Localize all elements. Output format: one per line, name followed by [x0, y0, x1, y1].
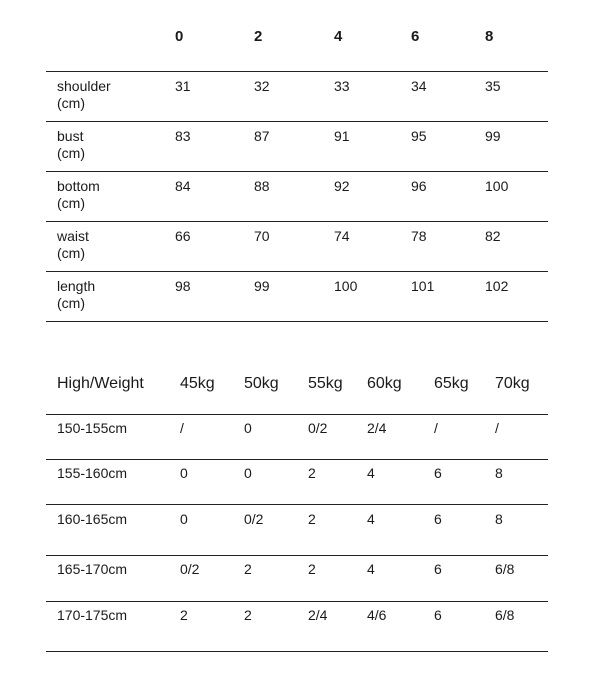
table-cell: 82 — [485, 228, 501, 244]
table-divider — [46, 221, 548, 222]
row-label: length — [57, 278, 96, 294]
fit-header-50kg: 50kg — [244, 375, 279, 392]
table-cell: 99 — [254, 278, 270, 294]
table-cell: 6/8 — [495, 607, 515, 623]
table-cell: 2 — [308, 561, 316, 577]
row-label: 165-170cm — [57, 561, 128, 577]
table-cell: 0 — [244, 420, 252, 436]
table-cell: 32 — [254, 78, 270, 94]
table-cell: 4/6 — [367, 607, 387, 623]
size-header-2: 2 — [254, 28, 263, 45]
table-cell: 70 — [254, 228, 270, 244]
table-cell: 0 — [180, 511, 188, 527]
table-cell: 2 — [244, 607, 252, 623]
table-cell: 96 — [411, 178, 427, 194]
row-unit: (cm) — [57, 145, 85, 161]
table-divider — [46, 459, 548, 460]
table-divider — [46, 414, 548, 415]
table-cell: / — [495, 420, 499, 436]
table-cell: / — [434, 420, 438, 436]
table-cell: 101 — [411, 278, 435, 294]
row-label: bottom — [57, 178, 100, 194]
table-cell: 0 — [180, 465, 188, 481]
table-cell: 34 — [411, 78, 427, 94]
table-divider — [46, 651, 548, 652]
table-cell: 6 — [434, 511, 442, 527]
table-cell: 74 — [334, 228, 350, 244]
table-divider — [46, 271, 548, 272]
size-header-0: 0 — [175, 28, 184, 45]
size-header-6: 6 — [411, 28, 420, 45]
row-unit: (cm) — [57, 195, 85, 211]
fit-header-45kg: 45kg — [180, 375, 215, 392]
fit-corner-header: High/Weight — [57, 375, 144, 392]
table-cell: / — [180, 420, 184, 436]
table-cell: 100 — [334, 278, 358, 294]
table-cell: 87 — [254, 128, 270, 144]
table-cell: 0/2 — [244, 511, 264, 527]
table-divider — [46, 555, 548, 556]
table-cell: 6 — [434, 465, 442, 481]
table-cell: 99 — [485, 128, 501, 144]
table-cell: 0/2 — [308, 420, 328, 436]
table-cell: 2/4 — [308, 607, 328, 623]
table-cell: 8 — [495, 511, 503, 527]
table-cell: 78 — [411, 228, 427, 244]
table-cell: 2/4 — [367, 420, 387, 436]
table-cell: 4 — [367, 511, 375, 527]
size-header-4: 4 — [334, 28, 343, 45]
row-unit: (cm) — [57, 95, 85, 111]
fit-header-60kg: 60kg — [367, 375, 402, 392]
table-divider — [46, 504, 548, 505]
fit-header-55kg: 55kg — [308, 375, 343, 392]
row-label: shoulder — [57, 78, 111, 94]
table-divider — [46, 171, 548, 172]
table-divider — [46, 71, 548, 72]
size-header-8: 8 — [485, 28, 494, 45]
table-cell: 84 — [175, 178, 191, 194]
row-unit: (cm) — [57, 295, 85, 311]
table-cell: 66 — [175, 228, 191, 244]
table-cell: 33 — [334, 78, 350, 94]
table-divider — [46, 321, 548, 322]
row-label: 170-175cm — [57, 607, 128, 623]
fit-header-70kg: 70kg — [495, 375, 530, 392]
fit-header-65kg: 65kg — [434, 375, 469, 392]
table-cell: 0/2 — [180, 561, 200, 577]
row-label: waist — [57, 228, 89, 244]
table-cell: 0 — [244, 465, 252, 481]
table-cell: 6 — [434, 561, 442, 577]
row-label: 160-165cm — [57, 511, 128, 527]
table-cell: 35 — [485, 78, 501, 94]
table-cell: 92 — [334, 178, 350, 194]
table-cell: 95 — [411, 128, 427, 144]
table-cell: 100 — [485, 178, 509, 194]
table-cell: 4 — [367, 561, 375, 577]
table-cell: 31 — [175, 78, 191, 94]
table-cell: 2 — [180, 607, 188, 623]
row-unit: (cm) — [57, 245, 85, 261]
table-cell: 91 — [334, 128, 350, 144]
table-divider — [46, 601, 548, 602]
table-cell: 88 — [254, 178, 270, 194]
table-divider — [46, 121, 548, 122]
table-cell: 4 — [367, 465, 375, 481]
table-cell: 2 — [308, 511, 316, 527]
row-label: 150-155cm — [57, 420, 128, 436]
table-cell: 6 — [434, 607, 442, 623]
table-cell: 98 — [175, 278, 191, 294]
table-cell: 8 — [495, 465, 503, 481]
table-cell: 102 — [485, 278, 509, 294]
table-cell: 83 — [175, 128, 191, 144]
row-label: 155-160cm — [57, 465, 128, 481]
table-cell: 2 — [244, 561, 252, 577]
table-cell: 2 — [308, 465, 316, 481]
row-label: bust — [57, 128, 84, 144]
table-cell: 6/8 — [495, 561, 515, 577]
